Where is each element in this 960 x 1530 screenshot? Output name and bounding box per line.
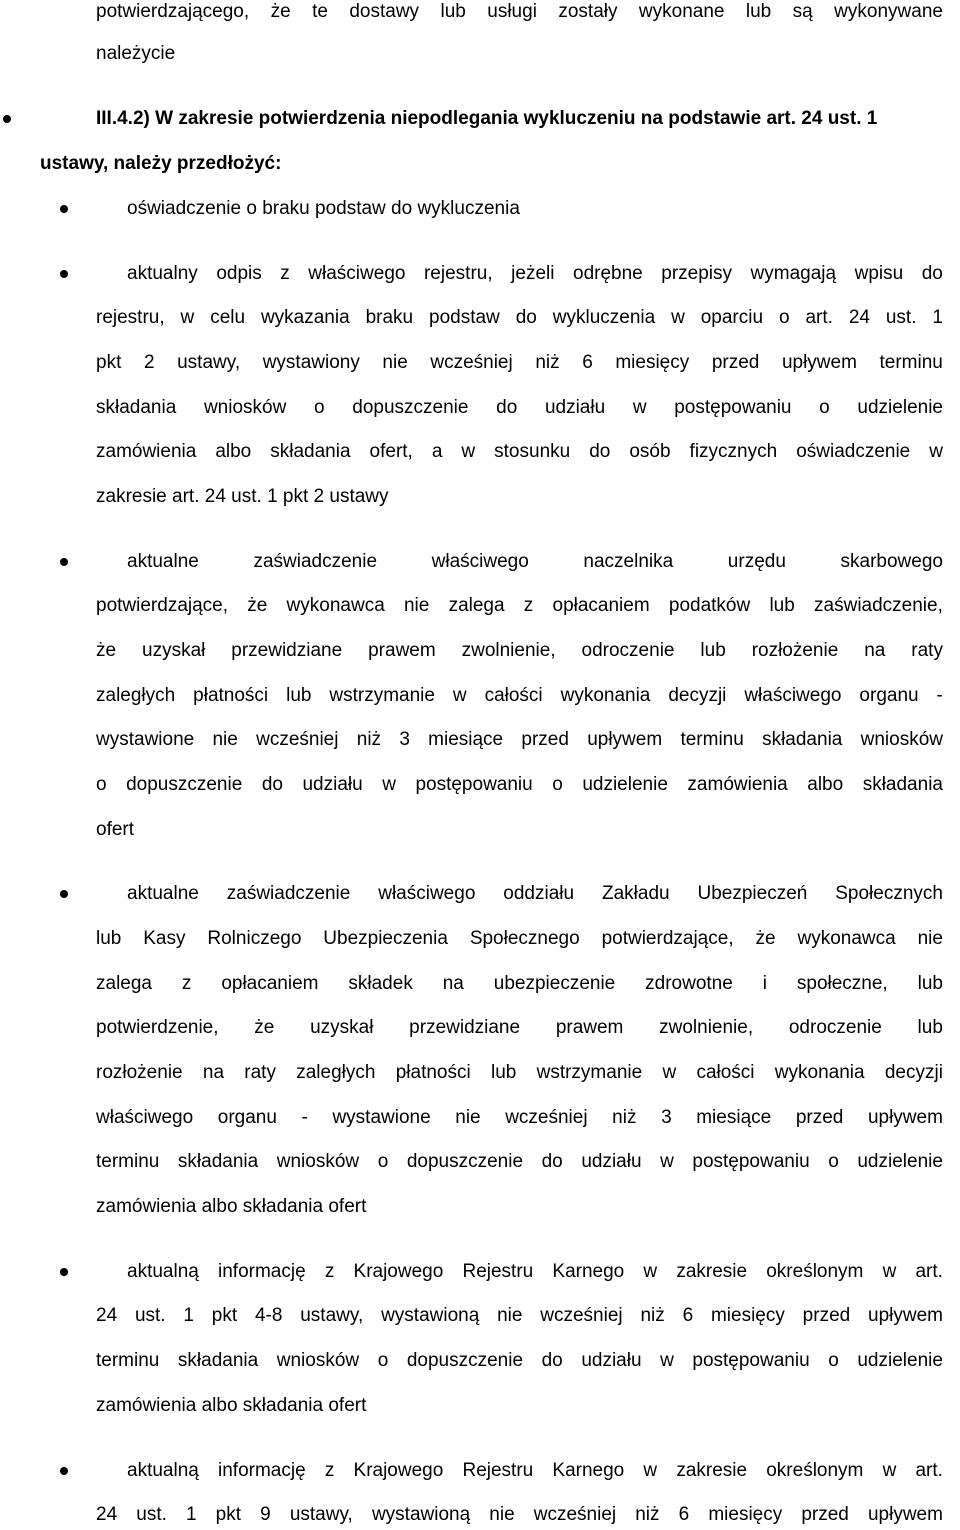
- word: zakresie: [676, 1261, 748, 1282]
- word: zalega: [96, 973, 152, 994]
- word: w: [461, 441, 476, 462]
- word: na: [864, 640, 886, 661]
- word: decyzji: [668, 685, 727, 706]
- word: aktualną: [127, 1261, 199, 1282]
- word: Krajowego: [353, 1460, 444, 1481]
- word: celu: [210, 307, 246, 328]
- word: ustawy,: [177, 352, 241, 373]
- list-item-line: [96, 1503, 943, 1527]
- word: nie: [403, 595, 430, 616]
- word: 24: [848, 307, 870, 328]
- word: potwierdzenie,: [96, 1017, 219, 1038]
- word: wymagają: [750, 263, 837, 284]
- word: terminu: [879, 352, 943, 373]
- word: upływem: [781, 352, 857, 373]
- bullet-icon: [60, 1268, 68, 1276]
- word: a: [431, 441, 443, 462]
- word: w: [662, 1062, 677, 1083]
- word: 6: [678, 1504, 690, 1525]
- word: całości: [484, 685, 543, 706]
- word: 1: [183, 1305, 194, 1326]
- word: wystawione: [332, 1107, 431, 1128]
- word: zaświadczenie: [226, 883, 351, 904]
- word: wystawioną: [381, 1305, 480, 1326]
- word: składania: [762, 729, 843, 750]
- list-item-line: [96, 1349, 943, 1373]
- word: zaświadczenie: [253, 551, 378, 572]
- word: fizycznych: [689, 441, 778, 462]
- word: w: [643, 1261, 658, 1282]
- list-item-line: [96, 1061, 943, 1085]
- word: w: [882, 1460, 897, 1481]
- word: właściwego: [744, 685, 842, 706]
- word: nie: [497, 1305, 523, 1326]
- word: ust.: [885, 307, 917, 328]
- word: raty: [244, 1062, 276, 1083]
- word: o: [552, 774, 563, 795]
- word: przewidziane: [231, 640, 343, 661]
- word: wykazania: [260, 307, 350, 328]
- word: te: [312, 1, 328, 22]
- word: że: [755, 928, 776, 949]
- list-item-line: [96, 639, 943, 663]
- word: odroczenie: [581, 640, 675, 661]
- word: pkt: [96, 352, 122, 373]
- word: nie: [489, 1504, 515, 1525]
- word: właściwego: [378, 883, 476, 904]
- word: wystawiony: [262, 352, 360, 373]
- word: o: [377, 1350, 389, 1371]
- word: organu: [217, 1107, 277, 1128]
- word: wcześniej: [430, 352, 513, 373]
- word: odrębne: [573, 263, 643, 284]
- word: są: [792, 1, 813, 22]
- word: do: [541, 1151, 563, 1172]
- list-item-line: zamówienia albo składania ofert: [96, 1196, 367, 1217]
- word: lub: [96, 928, 122, 949]
- list-item-line: [127, 550, 943, 574]
- word: w: [452, 685, 467, 706]
- word: terminu: [96, 1151, 160, 1172]
- word: -: [301, 1107, 308, 1128]
- bullet-icon: [60, 205, 68, 213]
- word: 1: [932, 307, 943, 328]
- word: rejestru,: [96, 307, 165, 328]
- word: art.: [915, 1460, 943, 1481]
- word: do: [921, 263, 943, 284]
- word: w: [382, 774, 396, 795]
- word: rejestru,: [423, 263, 493, 284]
- word: zdrowotne: [645, 973, 733, 994]
- word: w: [660, 1151, 674, 1172]
- word: odroczenie: [788, 1017, 882, 1038]
- word: udziału: [581, 1350, 642, 1371]
- word: opłacaniem: [552, 595, 650, 616]
- word: niż: [535, 352, 560, 373]
- word: udzielenie: [857, 397, 943, 418]
- word: ofert,: [369, 441, 413, 462]
- word: dopuszczenie: [352, 397, 469, 418]
- word: 24: [96, 1504, 118, 1525]
- word: do: [261, 774, 283, 795]
- bullet-icon: [60, 558, 68, 566]
- word: postępowaniu: [674, 397, 792, 418]
- word: Społecznych: [835, 883, 943, 904]
- word: dopuszczenie: [406, 1350, 524, 1371]
- word: uzyskał: [142, 640, 206, 661]
- word: lub: [490, 1062, 517, 1083]
- word: nie: [455, 1107, 481, 1128]
- word: że: [247, 595, 268, 616]
- word: składania: [862, 774, 943, 795]
- word: albo: [215, 441, 252, 462]
- word: upływem: [587, 729, 663, 750]
- word: do: [515, 307, 537, 328]
- word: zakresie: [676, 1460, 748, 1481]
- word: postępowaniu: [692, 1350, 810, 1371]
- word: pkt: [211, 1305, 238, 1326]
- word: określonym: [766, 1460, 864, 1481]
- word: raty: [911, 640, 943, 661]
- bullet-icon: [3, 115, 11, 123]
- list-item-line: oświadczenie o braku podstaw do wykluczenia: [127, 198, 520, 219]
- list-item-line: [96, 351, 943, 375]
- bullet-icon: [60, 1467, 68, 1475]
- word: z: [181, 973, 192, 994]
- word: Rolniczego: [207, 928, 302, 949]
- word: udzielenie: [857, 1350, 943, 1371]
- word: usługi: [487, 1, 537, 22]
- word: zamówienia: [687, 774, 788, 795]
- word: składania: [177, 1350, 259, 1371]
- list-item-line: [127, 1459, 943, 1483]
- word: właściwego: [431, 551, 529, 572]
- word: w: [660, 1350, 674, 1371]
- list-item-line: ofert: [96, 819, 135, 840]
- word: przed: [801, 1504, 849, 1525]
- word: aktualny: [127, 263, 198, 284]
- list-item-line: [96, 972, 943, 996]
- word: Rejestru: [462, 1261, 534, 1282]
- word: całości: [696, 1062, 755, 1083]
- word: wystawioną: [371, 1504, 471, 1525]
- word: rozłożenie: [751, 640, 839, 661]
- word: zamówienia: [96, 441, 197, 462]
- word: przewidziane: [409, 1017, 521, 1038]
- list-item-line: [96, 927, 943, 951]
- word: wykonania: [560, 685, 651, 706]
- word: o: [828, 1350, 839, 1371]
- word: o: [96, 774, 107, 795]
- word: 4-8: [254, 1305, 283, 1326]
- list-item-line: [96, 1150, 943, 1174]
- word: Ubezpieczeń: [697, 883, 808, 904]
- word: miesięcy: [710, 1305, 785, 1326]
- word: postępowaniu: [415, 774, 533, 795]
- word: przed: [802, 1305, 851, 1326]
- word: składek: [348, 973, 413, 994]
- word: miesiące: [428, 729, 504, 750]
- word: wcześniej: [533, 1504, 617, 1525]
- word: prawem: [555, 1017, 624, 1038]
- intro-line-2: należycie: [96, 43, 176, 64]
- word: wystawione: [96, 729, 195, 750]
- word: przed: [711, 352, 760, 373]
- word: miesięcy: [615, 352, 690, 373]
- word: ubezpieczenie: [493, 973, 616, 994]
- word: wniosków: [203, 397, 287, 418]
- word: o: [314, 397, 325, 418]
- word: upływem: [867, 1107, 943, 1128]
- word: 3: [661, 1107, 672, 1128]
- word: wykonawca: [286, 595, 385, 616]
- word: zaległych: [96, 685, 176, 706]
- word: Społecznego: [469, 928, 580, 949]
- intro-line-1: [96, 0, 943, 24]
- word: do: [589, 441, 611, 462]
- word: wpisu: [854, 263, 904, 284]
- word: 24: [96, 1305, 118, 1326]
- word: zwolnienie,: [659, 1017, 754, 1038]
- word: w: [671, 307, 685, 328]
- word: zaświadczenie,: [814, 595, 943, 616]
- word: w: [632, 397, 647, 418]
- word: składania: [270, 441, 351, 462]
- word: o: [819, 397, 830, 418]
- word: ust.: [136, 1504, 167, 1525]
- word: Rejestru: [462, 1460, 534, 1481]
- word: osób: [629, 441, 671, 462]
- word: decyzji: [884, 1062, 943, 1083]
- section-heading-line-1: III.4.2) W zakresie potwierdzenia niepodlegania wykluczeniu na podstawie art. 24 ust. 1: [96, 108, 878, 129]
- word: składania: [96, 397, 177, 418]
- word: lub: [917, 973, 943, 994]
- word: potwierdzające,: [601, 928, 734, 949]
- word: z: [280, 263, 290, 284]
- word: ustawy,: [300, 1305, 364, 1326]
- word: właściwego: [308, 263, 406, 284]
- word: lub: [745, 1, 772, 22]
- word: wykonania: [774, 1062, 865, 1083]
- word: wniosków: [276, 1350, 360, 1371]
- word: Zakładu: [601, 883, 670, 904]
- word: 1: [185, 1504, 197, 1525]
- word: upływem: [867, 1504, 943, 1525]
- word: udziału: [581, 1151, 642, 1172]
- list-item-line: [96, 396, 943, 420]
- word: potwierdzające,: [96, 595, 229, 616]
- word: naczelnika: [583, 551, 674, 572]
- word: aktualne: [127, 883, 199, 904]
- word: wstrzymanie: [329, 685, 435, 706]
- word: udziału: [544, 397, 606, 418]
- word: społeczne,: [796, 973, 888, 994]
- list-item-line: [127, 882, 943, 906]
- word: lub: [440, 1, 466, 22]
- word: do: [496, 397, 518, 418]
- word: wcześniej: [505, 1107, 588, 1128]
- word: urzędu: [727, 551, 786, 572]
- word: oświadczenie: [796, 441, 911, 462]
- word: informację: [218, 1261, 306, 1282]
- word: art.: [915, 1261, 943, 1282]
- list-item-line: [96, 684, 943, 708]
- word: udzielenie: [857, 1151, 943, 1172]
- word: art.: [805, 307, 833, 328]
- word: potwierdzającego,: [96, 1, 250, 22]
- word: niż: [356, 729, 382, 750]
- word: w: [180, 307, 195, 328]
- word: albo: [807, 774, 844, 795]
- word: właściwego: [96, 1107, 194, 1128]
- list-item-line: zakresie art. 24 ust. 1 pkt 2 ustawy: [96, 486, 389, 507]
- list-item-line: [96, 594, 943, 618]
- word: o: [377, 1151, 389, 1172]
- word: 3: [399, 729, 410, 750]
- word: aktualne: [127, 551, 199, 572]
- list-item-line: zamówienia albo składania ofert: [96, 1395, 367, 1416]
- word: miesiące: [696, 1107, 772, 1128]
- word: z: [324, 1460, 335, 1481]
- list-item-line: [96, 1016, 943, 1040]
- word: nie: [212, 729, 238, 750]
- word: określonym: [766, 1261, 864, 1282]
- word: Kasy: [143, 928, 186, 949]
- word: oddziału: [503, 883, 575, 904]
- word: składania: [177, 1151, 259, 1172]
- word: lub: [700, 640, 726, 661]
- word: stosunku: [494, 441, 571, 462]
- word: lub: [769, 595, 795, 616]
- word: odpis: [216, 263, 262, 284]
- word: zwolnienie,: [461, 640, 556, 661]
- word: 9: [260, 1504, 271, 1525]
- word: na: [442, 973, 464, 994]
- word: płatności: [395, 1062, 471, 1083]
- word: zaległych: [296, 1062, 376, 1083]
- bullet-icon: [60, 890, 68, 898]
- word: zalega: [448, 595, 505, 616]
- word: niż: [635, 1504, 660, 1525]
- list-item-line: [96, 773, 943, 797]
- word: jeżeli: [511, 263, 555, 284]
- word: lub: [286, 685, 312, 706]
- word: -: [936, 685, 943, 706]
- list-item-line: [127, 1260, 943, 1284]
- word: dostawy: [349, 1, 420, 22]
- word: że: [96, 640, 117, 661]
- word: Ubezpieczenia: [323, 928, 448, 949]
- word: opłacaniem: [221, 973, 319, 994]
- word: podstaw: [429, 307, 500, 328]
- word: Krajowego: [353, 1261, 444, 1282]
- word: wykonane: [638, 1, 725, 22]
- section-heading-line-2: ustawy, należy przedłożyć:: [40, 153, 282, 174]
- word: w: [929, 441, 943, 462]
- word: wykonywane: [834, 1, 943, 22]
- word: przed: [521, 729, 569, 750]
- word: miesięcy: [708, 1504, 783, 1525]
- word: z: [324, 1261, 335, 1282]
- word: organu: [859, 685, 919, 706]
- word: ustawy,: [289, 1504, 353, 1525]
- word: ust.: [134, 1305, 166, 1326]
- word: wykluczenia: [552, 307, 656, 328]
- word: z: [523, 595, 534, 616]
- word: i: [762, 973, 767, 994]
- word: wcześniej: [256, 729, 339, 750]
- word: wcześniej: [540, 1305, 623, 1326]
- word: postępowaniu: [692, 1151, 810, 1172]
- word: o: [778, 307, 790, 328]
- word: lub: [917, 1017, 943, 1038]
- word: o: [828, 1151, 839, 1172]
- word: 6: [582, 352, 593, 373]
- word: płatności: [193, 685, 269, 706]
- word: niż: [612, 1107, 637, 1128]
- word: Karnego: [552, 1261, 625, 1282]
- word: udziału: [302, 774, 363, 795]
- list-item-line: [96, 440, 943, 464]
- list-item-line: [96, 1106, 943, 1130]
- word: zostały: [558, 1, 618, 22]
- word: wniosków: [276, 1151, 360, 1172]
- word: informację: [218, 1460, 306, 1481]
- word: niż: [640, 1305, 665, 1326]
- word: terminu: [96, 1350, 160, 1371]
- word: w: [882, 1261, 897, 1282]
- word: wniosków: [860, 729, 943, 750]
- word: przepisy: [661, 263, 733, 284]
- word: oparciu: [700, 307, 764, 328]
- word: aktualną: [127, 1460, 199, 1481]
- word: że: [254, 1017, 275, 1038]
- bullet-icon: [60, 270, 68, 278]
- word: terminu: [680, 729, 744, 750]
- word: upływem: [868, 1305, 943, 1326]
- word: na: [202, 1062, 225, 1083]
- word: podatków: [668, 595, 751, 616]
- word: 6: [682, 1305, 694, 1326]
- word: udzielenie: [582, 774, 668, 795]
- word: że: [270, 1, 291, 22]
- word: Karnego: [552, 1460, 625, 1481]
- word: rozłożenie: [96, 1062, 183, 1083]
- word: skarbowego: [840, 551, 943, 572]
- word: dopuszczenie: [126, 774, 243, 795]
- word: uzyskał: [310, 1017, 374, 1038]
- word: braku: [365, 307, 414, 328]
- word: wstrzymanie: [536, 1062, 643, 1083]
- word: dopuszczenie: [406, 1151, 524, 1172]
- word: nie: [382, 352, 408, 373]
- word: pkt: [215, 1504, 242, 1525]
- word: w: [643, 1460, 658, 1481]
- word: wykonawca: [797, 928, 896, 949]
- word: nie: [917, 928, 943, 949]
- word: prawem: [368, 640, 436, 661]
- word: przed: [795, 1107, 844, 1128]
- list-item-line: [96, 306, 943, 330]
- list-item-line: [96, 728, 943, 752]
- word: do: [541, 1350, 563, 1371]
- list-item-line: [96, 1304, 943, 1328]
- word: 2: [143, 352, 155, 373]
- list-item-line: [127, 262, 943, 286]
